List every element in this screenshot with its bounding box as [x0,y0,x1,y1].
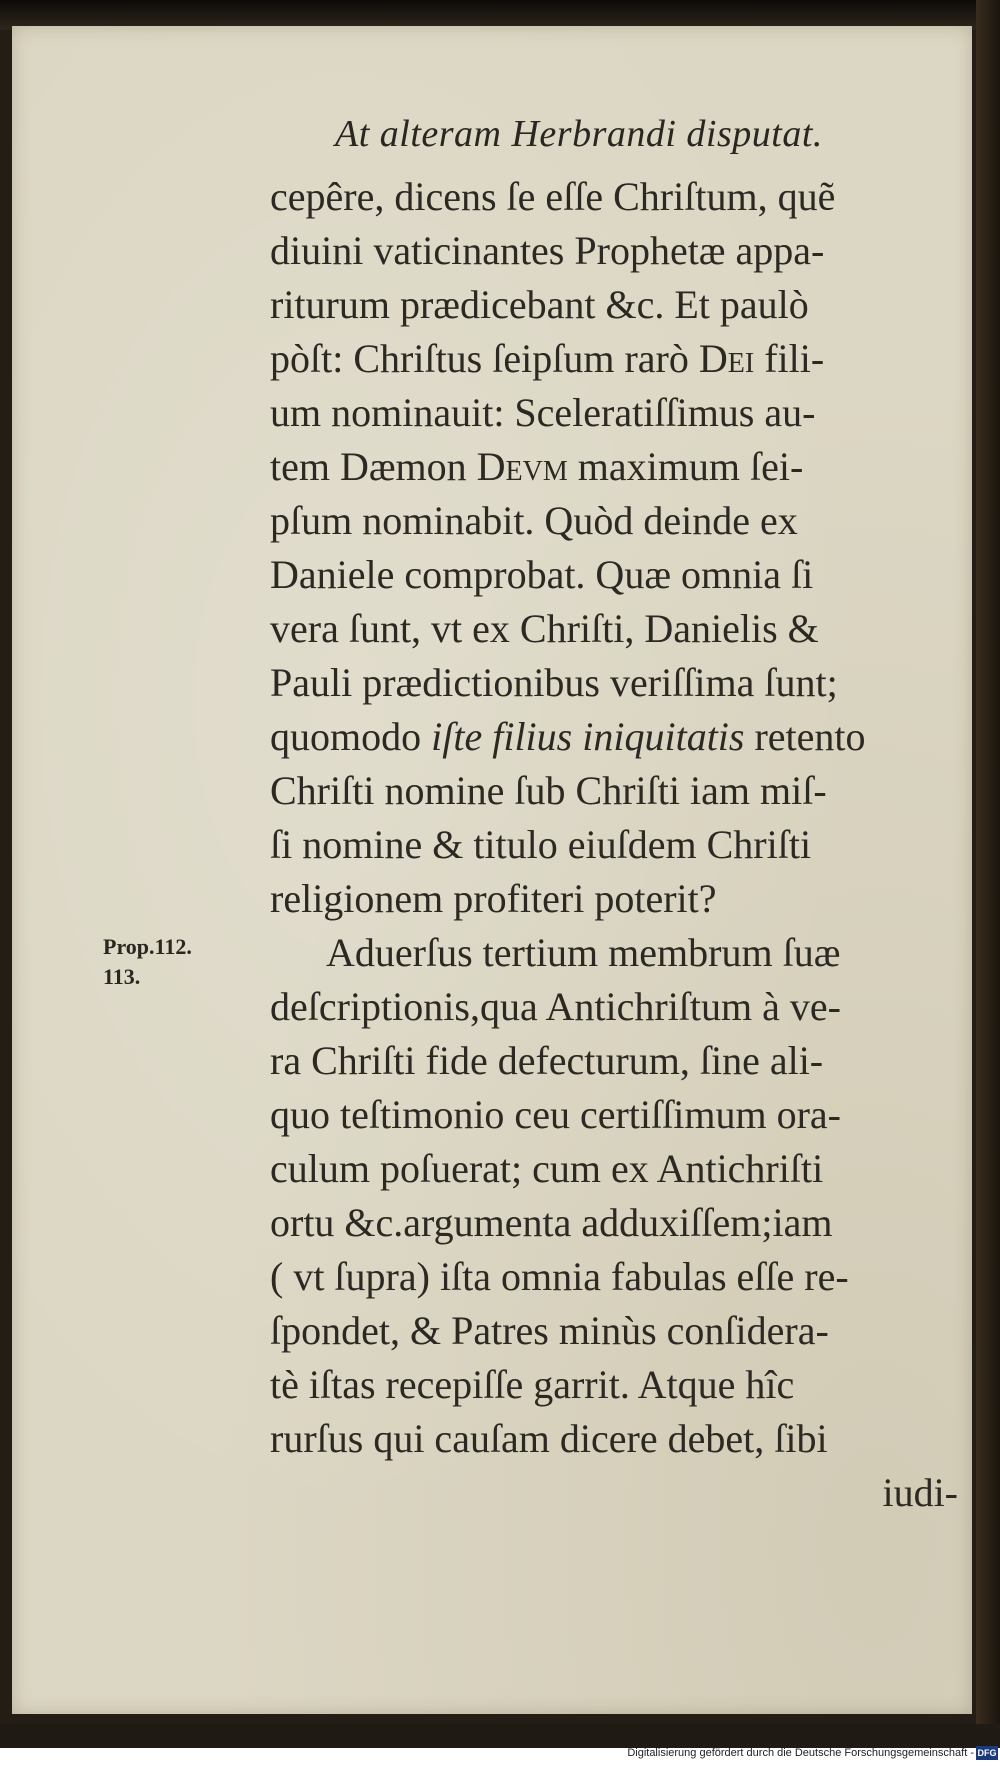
text-line: um nominauit: Sceleratiſſimus au- [270,390,816,435]
text-line [270,332,970,386]
text-line: ortu &c.argumenta adduxiſſem;iam [270,1200,833,1245]
text-line: Pauli prædictionibus veriſſima ſunt; [270,660,838,705]
text-line: ſi nomine & titulo eiuſdem Chriſti [270,822,812,867]
italic-phrase: iſte filius iniquitatis [431,714,745,759]
text-line: Aduerſus tertium membrum ſuæ [326,930,841,975]
text-line [270,710,970,764]
text-line: Daniele comprobat. Quæ omnia ſi [270,552,814,597]
text-line: ra Chriſti fide defecturum, ſine ali- [270,1038,824,1083]
text-line [270,440,970,494]
margin-note-line: 113. [103,964,141,989]
text-segment: retento [754,714,866,759]
text-segment: tem Dæmon [270,444,467,489]
text-line: religionem profiteri poterit? [270,876,717,921]
text-line: diuini vaticinantes Prophetæ appa- [270,228,825,273]
text-line: quo teſtimonio ceu certiſſimum ora- [270,1092,841,1137]
text-segment: quomodo [270,714,422,759]
text-line: cepêre, dicens ſe eſſe Chriſtum, quẽ [270,174,836,219]
text-line: Chriſti nomine ſub Chriſti iam miſ- [270,768,827,813]
book-edge [976,0,1000,1767]
text-line: tè iſtas recepiſſe garrit. Atque hîc [270,1362,795,1407]
text-line: ( vt ſupra) iſta omnia fabulas eſſe re- [270,1254,849,1299]
margin-note-line: Prop.112. [103,934,192,959]
text-line: culum poſuerat; cum ex Antichriſti [270,1146,824,1191]
running-head: At alteram Herbrandi disputat. [335,113,823,155]
text-line: rurſus qui cauſam dicere debet, ſibi [270,1416,828,1461]
text-line: vera ſunt, vt ex Chriſti, Danielis & [270,606,819,651]
text-line: riturum prædicebant &c. Et paulò [270,282,809,327]
margin-note [103,932,243,992]
text-line: pſum nominabit. Quòd deinde ex [270,498,798,543]
smallcaps-word: Devm [476,444,568,489]
text-segment: pòſt: Chriſtus ſeipſum rarò [270,336,689,381]
smallcaps-word: Dei [698,336,755,381]
catchword: iudi- [882,1470,958,1515]
body-text [270,170,970,1520]
footer-strip [0,1724,1000,1767]
text-line: deſcriptionis,qua Antichriſtum à ve- [270,984,841,1029]
text-line: ſpondet, & Patres minùs conſidera- [270,1308,829,1353]
scan-bottom-edge [0,1724,1000,1748]
digitization-credit: Digitalisierung gefördert durch die Deutsche Forschungsgemeinschaft - [627,1747,974,1759]
text-segment: fili- [764,336,825,381]
dfg-logo-icon: DFG [977,1748,997,1758]
text-segment: maximum ſei- [577,444,804,489]
